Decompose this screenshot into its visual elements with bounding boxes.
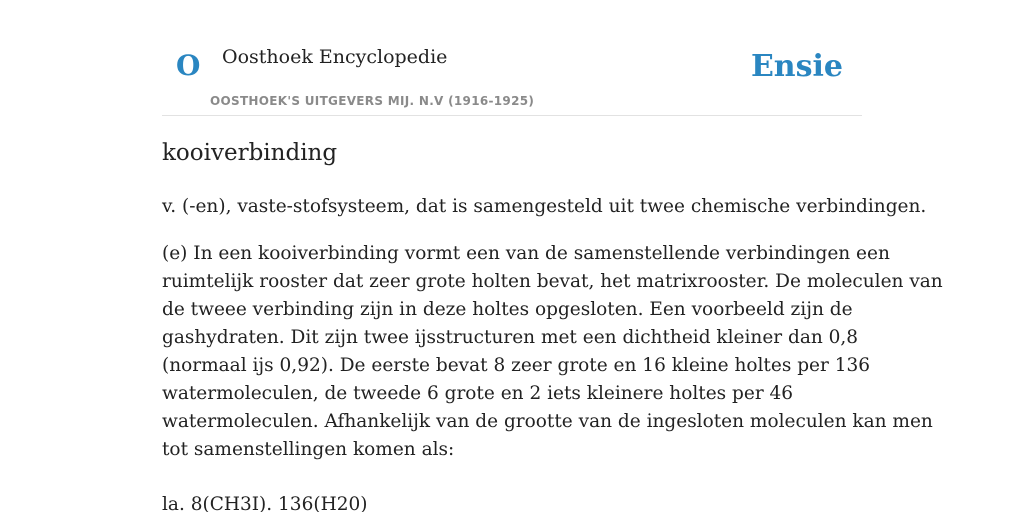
body-line: de tweee verbinding zijn in deze holtes opgesloten. Een voorbeeld zijn de [162,299,853,320]
site-header [162,0,862,116]
body-line: watermoleculen. Afhankelijk van de grootte van de ingesloten moleculen kan men [162,411,933,432]
body-line: ruimtelijk rooster dat zeer grote holten bevat, het matrixrooster. De moleculen van [162,271,943,292]
body-line: gashydraten. Dit zijn twee ijsstructuren met een dichtheid kleiner dan 0,8 [162,327,859,348]
publisher-subtitle: OOSTHOEK'S UITGEVERS MIJ. N.V (1916-1925) [210,94,535,108]
body-line: (e) In een kooiverbinding vormt een van de samenstellende verbindingen een [162,243,890,264]
body-line: (normaal ijs 0,92). De eerste bevat 8 zeer grote en 16 kleine holtes per 136 [162,355,871,376]
ensie-logo[interactable]: Ensie [750,49,843,84]
article-formula: la. 8(CH3I). 136(H20) [162,494,368,512]
article-title: kooiverbinding [162,140,338,166]
body-line: watermoleculen, de tweede 6 grote en 2 iets kleinere holtes per 46 [162,383,794,404]
content-container [162,0,943,512]
encyclopedia-title[interactable]: Oosthoek Encyclopedie [222,46,448,68]
article-definition: v. (-en), vaste-stofsysteem, dat is samengesteld uit twee chemische verbindingen. [162,196,927,217]
body-line: tot samenstellingen komen als: [162,439,455,460]
article-body [162,240,943,464]
oosthoek-logo-icon[interactable]: O [176,49,201,82]
